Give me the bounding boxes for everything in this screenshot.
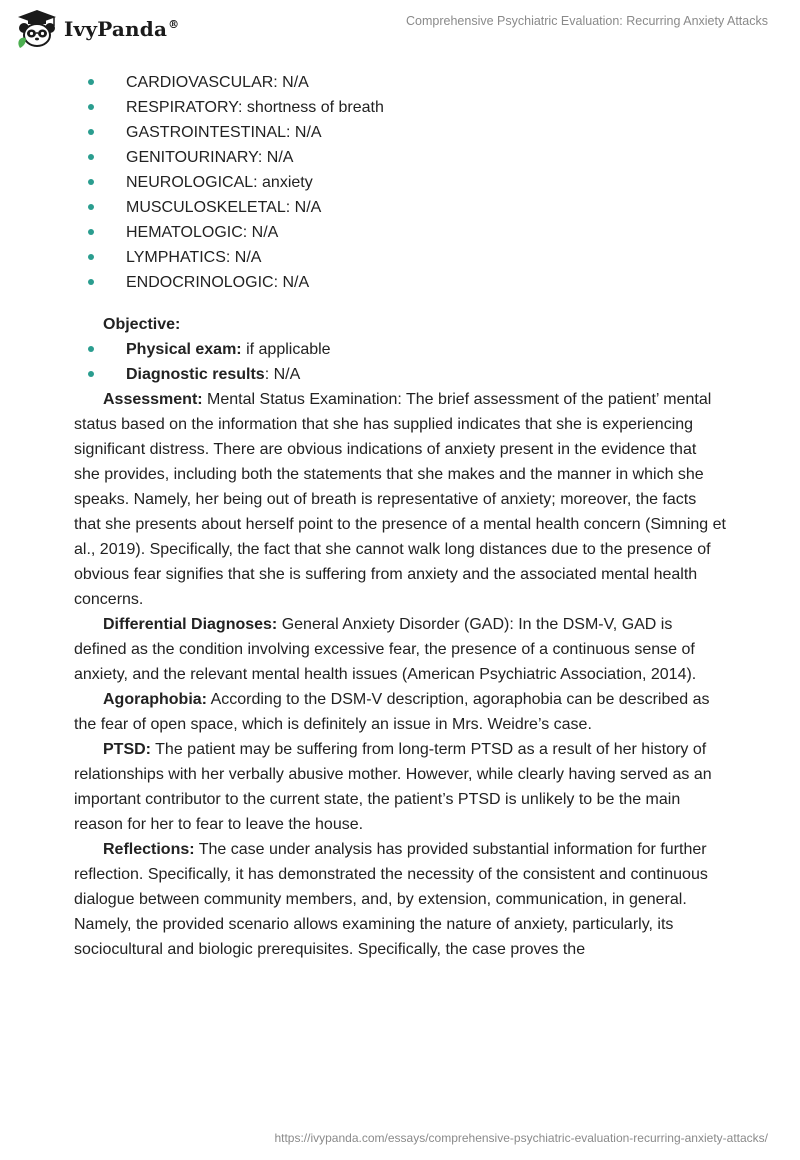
bullet-dot-icon <box>88 104 94 110</box>
document-title: Comprehensive Psychiatric Evaluation: Recurring Anxiety Attacks <box>406 14 768 28</box>
page-header <box>0 0 800 62</box>
list-item: GASTROINTESTINAL: N/A <box>74 120 726 145</box>
ptsd-paragraph <box>74 737 726 837</box>
bullet-dot-icon <box>88 204 94 210</box>
list-item: LYMPHATICS: N/A <box>74 245 726 270</box>
agoraphobia-paragraph <box>74 687 726 737</box>
differential-diagnoses-paragraph <box>74 612 726 687</box>
bullet-dot-icon <box>88 229 94 235</box>
objective-list <box>74 337 726 387</box>
assessment-paragraph <box>74 387 726 612</box>
item-label: Diagnostic results <box>126 366 265 383</box>
paragraph-label: PTSD: <box>103 741 151 758</box>
reflections-paragraph <box>74 837 726 962</box>
bullet-dot-icon <box>88 79 94 85</box>
registered-mark: ® <box>168 18 180 32</box>
bullet-dot-icon <box>88 371 94 377</box>
paragraph-label: Reflections: <box>103 841 195 858</box>
list-item <box>74 337 726 362</box>
bullet-dot-icon <box>88 154 94 160</box>
paragraph-label: Agoraphobia: <box>103 691 207 708</box>
bullet-dot-icon <box>88 279 94 285</box>
paragraph-label: Assessment: <box>103 391 203 408</box>
list-item: HEMATOLOGIC: N/A <box>74 220 726 245</box>
paragraph-label: Differential Diagnoses: <box>103 616 278 633</box>
list-item: GENITOURINARY: N/A <box>74 145 726 170</box>
list-item: NEUROLOGICAL: anxiety <box>74 170 726 195</box>
source-url[interactable]: https://ivypanda.com/essays/comprehensive-psychiatric-evaluation-recurring-anxiety-attacks/ <box>274 1131 768 1145</box>
list-item: MUSCULOSKELETAL: N/A <box>74 195 726 220</box>
paragraph-text: Mental Status Examination: The brief assessment of the patient’ mental status based on the information that she has supplied indicates that she is experiencing significant distress. There are obvious indications of anxiety present in the evidence that she provides, including both the statements that she makes and the manner in which she speaks. Namely, her being out of breath is representative of anxiety; moreover, the facts that she presents about herself point to the presence of a mental health concern (Simning et al., 2019). Specifically, the fact that she cannot walk long distances due to the presence of obvious fear signifies that she is suffering from anxiety and the associated mental health concerns. <box>74 391 726 608</box>
list-item: ENDOCRINOLOGIC: N/A <box>74 270 726 295</box>
review-of-systems-list <box>74 70 726 295</box>
paragraph-text: According to the DSM-V description, agoraphobia can be described as the fear of open space, which is definitely an issue in Mrs. Weidre’s case. <box>74 691 710 733</box>
list-item: CARDIOVASCULAR: N/A <box>74 70 726 95</box>
brand-name: IvyPanda® <box>64 17 180 41</box>
item-value: if applicable <box>241 341 331 358</box>
paragraph-text: General Anxiety Disorder (GAD): In the DSM-V, GAD is defined as the condition involving excessive fear, the presence of a continuous sense of anxiety, and the relevant mental health issues (American Psychiatric Association, 2014). <box>74 616 697 683</box>
objective-heading: Objective: <box>103 316 181 333</box>
essay-content <box>74 70 726 962</box>
paragraph-text: The patient may be suffering from long-term PTSD as a result of her history of relationships with her verbally abusive mother. However, while clearly having served as an important contributor to the current state, the patient’s PTSD is unlikely to be the main reason for her to fear to leave the house. <box>74 741 712 833</box>
list-item <box>74 362 726 387</box>
item-label: Physical exam: <box>126 341 242 358</box>
paragraph-text: The case under analysis has provided substantial information for further reflection. Specifically, it has demonstrated the necessity of the consistent and continuous dialogue between community members, and, by extension, communication, in general. Namely, the provided scenario allows examining the nature of anxiety, particularly, its sociocultural and biologic prerequisites. Specifically, the case proves the <box>74 841 708 958</box>
bullet-dot-icon <box>88 346 94 352</box>
bullet-dot-icon <box>88 179 94 185</box>
bullet-dot-icon <box>88 129 94 135</box>
ivypanda-logo[interactable] <box>14 8 179 50</box>
panda-logo-icon <box>14 8 60 50</box>
item-value: : N/A <box>264 366 301 383</box>
list-item: RESPIRATORY: shortness of breath <box>74 95 726 120</box>
bullet-dot-icon <box>88 254 94 260</box>
